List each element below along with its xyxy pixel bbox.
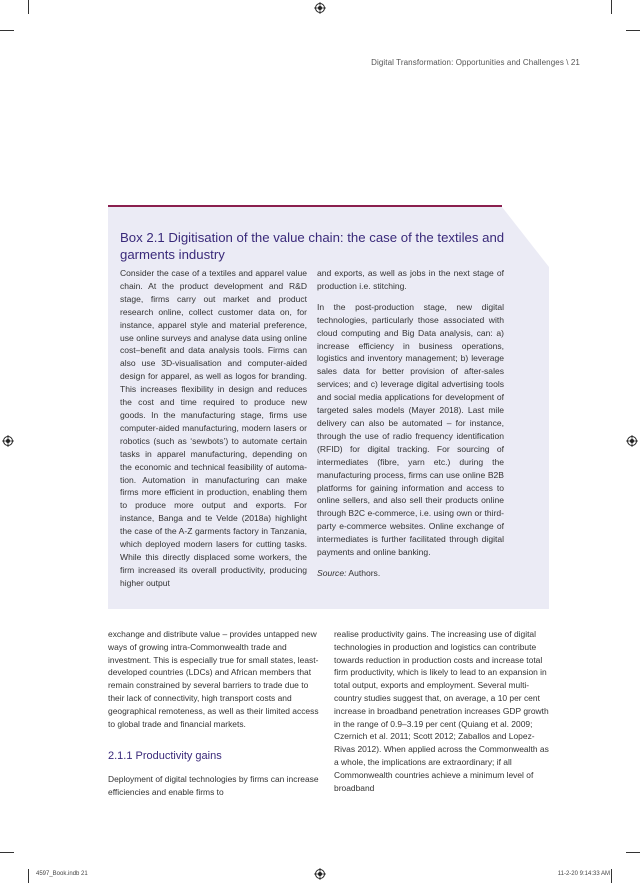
box-paragraph: In the post-production stage, new digital technologies, particularly those associated with cloud computing and Big Data analysis, can: a) increase efficiency in business operations, logistics and inventory management; b) leverage sales data for better provision of after-sales services; and c) leverage digital advertising tools and social media applications for development of targeted sales models (Mayer 2018). Last mile delivery can also be automated – for instance, through the use of radio frequency identification (RFID) for digital tracking. For sourcing of intermediates (fibre, yarn etc.) during the manufacturing process, firms can use online B2B platforms for gaining information and access to online sellers, and also sell their products online through B2C e-commerce, i.e. using own or third-party e-commerce websites. Online exchange of intermediates is further facilitated through digital payments and online banking. bbox=[317, 301, 504, 558]
registration-mark-icon bbox=[314, 868, 326, 880]
body-paragraph: Deployment of digital technologies by firms can increase efficiencies and enable firms to bbox=[108, 774, 319, 798]
crop-mark bbox=[626, 852, 640, 853]
registration-mark-icon bbox=[626, 435, 638, 447]
crop-mark bbox=[611, 0, 612, 14]
slug-timestamp: 11-2-20 9:14:33 AM bbox=[557, 871, 610, 877]
case-study-box bbox=[108, 205, 549, 609]
source-text: Authors. bbox=[346, 567, 381, 578]
box-right-column bbox=[317, 267, 504, 588]
section-heading: 2.1.1 Productivity gains bbox=[108, 750, 222, 763]
registration-mark-icon bbox=[314, 2, 326, 14]
body-left-column bbox=[108, 628, 326, 799]
box-source bbox=[317, 567, 504, 580]
crop-mark bbox=[626, 30, 640, 31]
body-paragraph: realise productivity gains. The increasing use of digital technologies in production and logistics can contribute towards reduction in production costs and increase total firm productivity, which is likely to lead to an expansion in total output, exports and employment. Several multi-country studies suggest that, on average, a 10 per cent increase in broadband penetration increases GDP growth in the range of 0.9–3.19 per cent (Quiang et al. 2009; Czernich et al. 2011; Scott 2012; Zaballos and Lopez-Rivas 2012). When applied across the Commonwealth as a whole, the implications are extraordinary; if all Commonwealth countries achieve a minimum level of broadband bbox=[334, 629, 549, 793]
crop-mark bbox=[28, 869, 29, 883]
box-title: Box 2.1 Digitisation of the value chain: the case of the textiles and garments industry bbox=[120, 230, 505, 262]
box-paragraph: and exports, as well as jobs in the next stage of production i.e. stitching. bbox=[317, 268, 504, 291]
box-paragraph: Consider the case of a textiles and apparel value chain. At the product development and R&D stage, firms carry out market and product research online, collect customer data on, for instance, apparel style and material preference, use online surveys and analyse data using online cost–benefit and data analysis tools. Firms can also use 3D-visualisation and computer-aided design for apparel, as well as logos for branding. This increases flexibility in design and reduces the cost and time required to produce new goods. In the manufacturing stage, firms use computer-aided manufacturing, modern lasers or robotics (such as ‘sewbots’) to automate certain tasks in apparel manufacturing, depending on the economic and technical feasibility of automation. Automation in manufacturing can make firms more efficient in production, enabling them to produce more output and exports. For instance, Banga and te Velde (2018a) highlight the case of the A-Z garments factory in Tanzania, which deployed modern lasers for cutting tasks. While this directly displaced some workers, the firm increased its overall productivity, producing higher output bbox=[120, 268, 307, 588]
body-paragraph: exchange and distribute value – provides untapped new ways of growing intra-Commonwealth trade and investment. This is especially true for small states, least-developed countries (LDCs) and African members that remain constrained by several barriers to trade due to their lack of connectivity, high transport costs and geographical remoteness, as well as their limited access to global trade and financial markets. bbox=[108, 629, 319, 729]
slug-file: 4597_Book.indb 21 bbox=[36, 871, 88, 877]
crop-mark bbox=[28, 0, 29, 14]
running-head: Digital Transformation: Opportunities and Challenges \ 21 bbox=[371, 58, 580, 67]
crop-mark bbox=[0, 30, 14, 31]
registration-mark-icon bbox=[2, 435, 14, 447]
source-label: Source: bbox=[317, 567, 347, 578]
body-right-column bbox=[334, 628, 552, 794]
box-left-column bbox=[120, 267, 307, 598]
crop-mark bbox=[0, 852, 14, 853]
crop-mark bbox=[611, 869, 612, 883]
